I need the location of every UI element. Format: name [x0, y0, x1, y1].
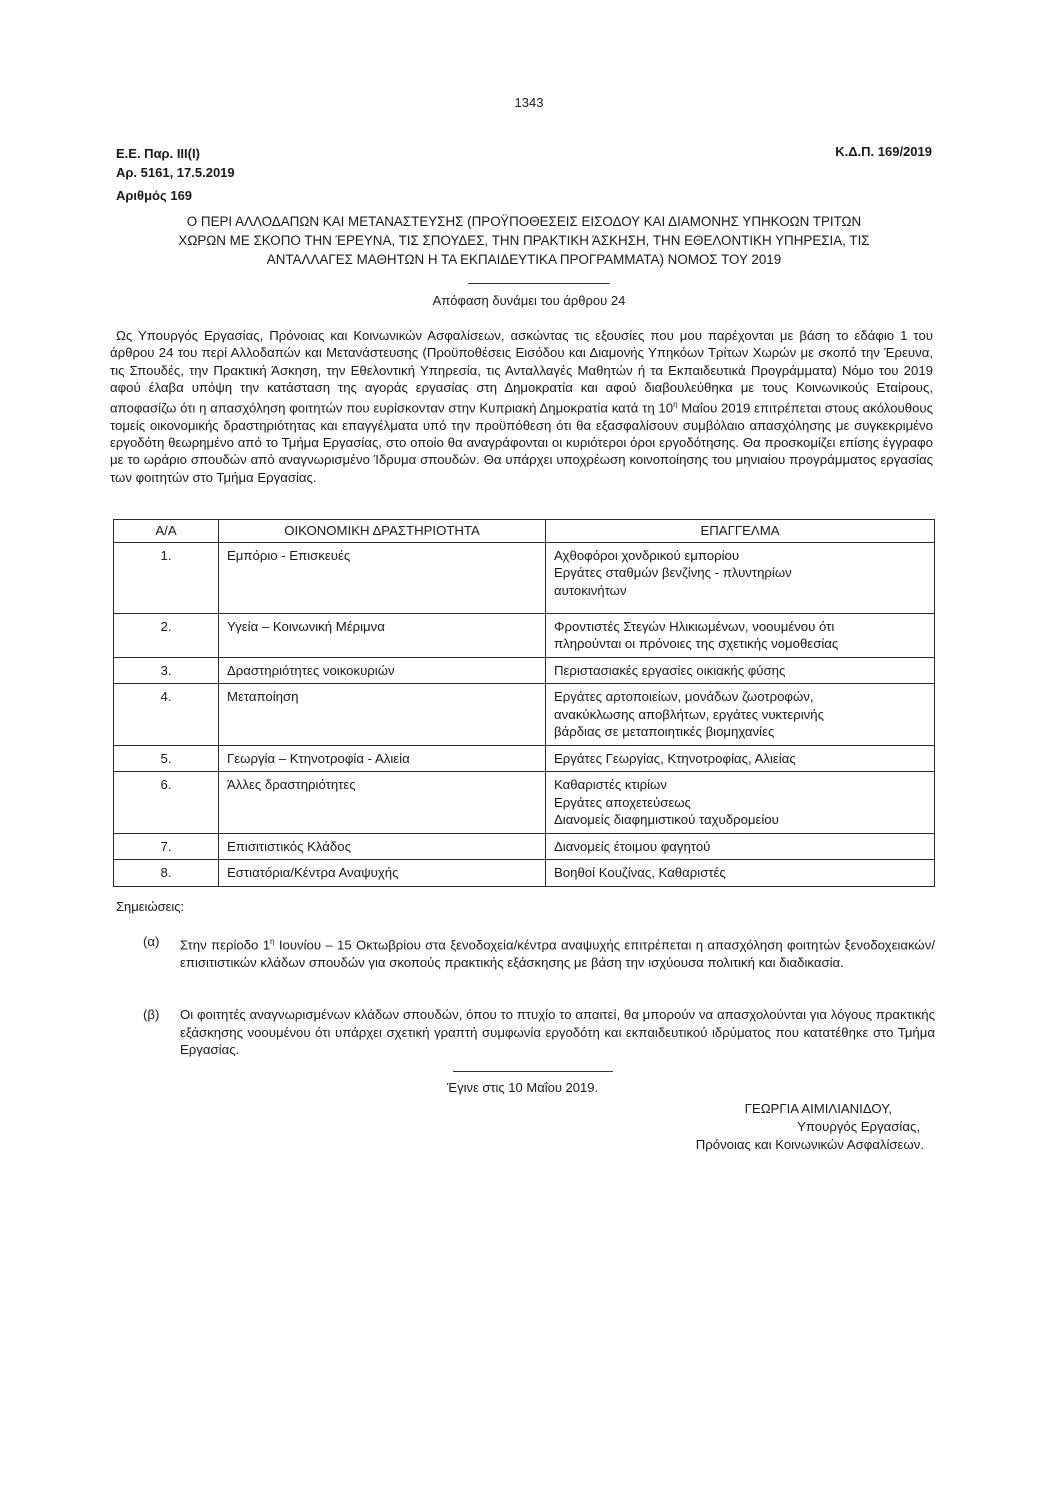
occupation-line: Καθαριστές κτιρίων — [554, 777, 667, 792]
row-occupations — [546, 772, 935, 834]
signature-block — [696, 1100, 924, 1154]
occupation-line: Εργάτες Γεωργίας, Κτηνοτροφίας, Αλιείας — [554, 750, 796, 766]
row-aa: 8. — [114, 860, 219, 887]
note-text-part: Οι φοιτητές αναγνωρισμένων κλάδων σπουδών, όπου το πτυχίο το απαιτεί, θα μπορούν να απασχολούνται για λόγους πρακτικής εξάσκησης νοουμένου ότι υπάρχει σχετική γραπτή συμφωνία εργοδότη και εκπαιδευτικού ιδρύματος που κατατέθηκε στο Τμήμα Εργασίας. — [180, 1007, 935, 1057]
notes-label: Σημειώσεις: — [116, 899, 185, 914]
row-occupations — [546, 542, 935, 613]
note-text-part: Ιουνίου – 15 Οκτωβρίου στα ξενοδοχεία/κέντρα αναψυχής επιτρέπεται η απασχόληση φοιτητών ξενοδοχειακών/επισιτιστικών κλάδων σπουδών για σκοπούς πρακτικής εξάσκησης με βάση την ισχύουσα πολιτική και διαδικασία. — [180, 937, 935, 970]
row-aa: 4. — [114, 684, 219, 746]
occupation-line: Διανομείς διαφημιστικού ταχυδρομείου — [554, 812, 779, 827]
title-line: ΧΩΡΩΝ ΜΕ ΣΚΟΠΟ ΤΗΝ ΈΡΕΥΝΑ, ΤΙΣ ΣΠΟΥΔΕΣ, ΤΗΝ ΠΡΑΚΤΙΚΗ ΆΣΚΗΣΗ, ΤΗΝ ΕΘΕΛΟΝΤΙΚΗ ΥΠΗΡΕΣΙΑ, ΤΙΣ — [178, 233, 870, 248]
closing-divider — [453, 1071, 613, 1072]
occupation-line: Βοηθοί Κουζίνας, Καθαριστές — [554, 865, 726, 880]
gazette-issue: Αρ. 5161, 17.5.2019 — [116, 165, 235, 180]
table-row — [114, 542, 935, 613]
header-aa: Α/Α — [114, 520, 219, 543]
occupation-line: ανακύκλωσης αποβλήτων, εργάτες νυκτερινής — [554, 706, 824, 722]
row-activity: Δραστηριότητες νοικοκυριών — [219, 657, 546, 684]
row-activity: Μεταποίηση — [219, 684, 546, 746]
row-aa: 2. — [114, 613, 219, 657]
signatory-title: Υπουργός Εργασίας, — [797, 1119, 920, 1134]
gazette-part: Ε.Ε. Παρ. ΙΙΙ(Ι) — [116, 146, 200, 161]
row-activity: Επισιτιστικός Κλάδος — [219, 833, 546, 860]
row-occupations — [546, 833, 935, 860]
row-activity: Άλλες δραστηριότητες — [219, 772, 546, 834]
row-occupations — [546, 657, 935, 684]
row-aa: 7. — [114, 833, 219, 860]
table-row — [114, 613, 935, 657]
occupation-line: Αχθοφόροι χονδρικού εμπορίου — [554, 547, 740, 563]
note-text — [180, 933, 935, 971]
note-letter: (β) — [143, 1007, 160, 1022]
gazette-reference — [116, 144, 235, 182]
occupation-line: Φροντιστές Στεγών Ηλικιωμένων, νοουμένου ότι — [554, 618, 835, 634]
table-row — [114, 860, 935, 887]
table-row — [114, 833, 935, 860]
row-aa: 5. — [114, 745, 219, 772]
note-superscript: η — [270, 937, 275, 946]
note-letter: (α) — [143, 934, 160, 949]
row-occupations — [546, 745, 935, 772]
body-superscript: η — [673, 400, 678, 410]
row-aa: 1. — [114, 542, 219, 613]
occupation-line: Εργάτες σταθμών βενζίνης - πλυντηρίων — [554, 565, 792, 580]
kdp-number: Κ.Δ.Π. 169/2019 — [835, 144, 932, 159]
occupation-line: πληρούνται οι πρόνοιες της σχετικής νομοθεσίας — [554, 636, 839, 651]
header-activity: ΟΙΚΟΝΟΜΙΚΗ ΔΡΑΣΤΗΡΙΟΤΗΤΑ — [219, 520, 546, 543]
table-header-row — [114, 520, 935, 543]
table-row — [114, 772, 935, 834]
title-divider — [468, 283, 610, 284]
row-activity: Γεωργία – Κτηνοτροφία - Αλιεία — [219, 745, 546, 772]
row-activity: Εμπόριο - Επισκευές — [219, 542, 546, 613]
note-text-part: Στην περίοδο 1 — [180, 937, 271, 953]
table-row — [114, 745, 935, 772]
body-text-part: Μαΐου 2019 επιτρέπεται στους ακόλουθους τομείς οικονομικής δραστηριότητας και επαγγέλματα υπό την προϋπόθεση ότι θα εξασφαλίσουν συμβόλαιο απασχόλησης με συγκεκριμένο εργοδότη θεωρημένο από το Τμήμα Εργασίας, στο οποίο θα αναγράφονται οι κυριότεροι όροι εργοδότησης. Θα προσκομίζει επίσης έγγραφο με το ωράριο σπουδών από αναγνωρισμένο Ίδρυμα σπουδών. Θα υπάρχει υποχρέωση κοινοποίησης του μηνιαίου προγράμματος εργασίας των φοιτητών στο Τμήμα Εργασίας. — [110, 400, 933, 485]
note-text — [180, 1006, 935, 1059]
row-occupations — [546, 613, 935, 657]
signatory-title: Πρόνοιας και Κοινωνικών Ασφαλίσεων. — [695, 1137, 924, 1152]
page-number: 1343 — [514, 95, 544, 110]
title-line: Ο ΠΕΡΙ ΑΛΛΟΔΑΠΩΝ ΚΑΙ ΜΕΤΑΝΑΣΤΕΥΣΗΣ (ΠΡΟΫΠΟΘΕΣΕΙΣ ΕΙΣΟΔΟΥ ΚΑΙ ΔΙΑΜΟΝΗΣ ΥΠΗΚΟΩΝ ΤΡΙΤΩΝ — [186, 214, 862, 229]
decision-body — [110, 327, 933, 486]
occupation-line: Εργάτες αρτοποιείων, μονάδων ζωοτροφών, — [554, 689, 814, 704]
body-text-part: Ως Υπουργός Εργασίας, Πρόνοιας και Κοινωνικών Ασφαλίσεων, ασκώντας τις εξουσίες που μου παρέχονται με βάση το εδάφιο 1 του άρθρου 24 του περί Αλλοδαπών και Μετανάστευσης (Προϋποθέσεις Εισόδου και Διαμονής Υπηκόων Τρίτων Χωρών με σκοπό την Έρευνα, τις Σπουδές, την Πρακτική Άσκηση, την Εθελοντική Υπηρεσία, τις Ανταλλαγές Μαθητών ή τα Εκπαιδευτικά Προγράμματα) Νόμο του 2019 αφού έλαβα υπόψη την κατάσταση της αγοράς εργασίας στη Δημοκρατία και αφού διαβουλεύθηκα με τους Κοινωνικούς Εταίρους, αποφασίζω ότι η απασχόληση φοιτητών που ευρίσκονταν στην Κυπριακή Δημοκρατία κατά τη 10 — [110, 328, 933, 416]
occupation-line: Διανομείς έτοιμου φαγητού — [554, 838, 711, 854]
row-aa: 6. — [114, 772, 219, 834]
row-activity: Υγεία – Κοινωνική Μέριμνα — [219, 613, 546, 657]
occupation-line: Περιστασιακές εργασίες οικιακής φύσης — [554, 662, 786, 678]
row-activity: Εστιατόρια/Κέντρα Αναψυχής — [219, 860, 546, 887]
law-title — [110, 212, 938, 269]
note-item — [143, 933, 935, 971]
occupation-line: Εργάτες αποχετεύσεως — [554, 794, 691, 810]
header-occupation: ΕΠΑΓΓΕΛΜΑ — [546, 520, 935, 543]
occupation-line: αυτοκινήτων — [554, 582, 627, 598]
date-done: Έγινε στις 10 Μαΐου 2019. — [446, 1080, 599, 1095]
row-occupations — [546, 860, 935, 887]
decree-number: Αριθμός 169 — [116, 188, 193, 203]
table-row — [114, 684, 935, 746]
note-item — [143, 1006, 935, 1059]
title-line: ΑΝΤΑΛΛΑΓΕΣ ΜΑΘΗΤΩΝ Η ΤΑ ΕΚΠΑΙΔΕΥΤΙΚΑ ΠΡΟΓΡΑΜΜΑΤΑ) ΝΟΜΟΣ ΤΟΥ 2019 — [266, 252, 782, 267]
occupation-line: βάρδιας σε μεταποιητικές βιομηχανίες — [554, 724, 775, 739]
decision-heading: Απόφαση δυνάμει του άρθρου 24 — [432, 293, 626, 308]
occupations-table — [113, 519, 935, 887]
row-occupations — [546, 684, 935, 746]
table-row — [114, 657, 935, 684]
row-aa: 3. — [114, 657, 219, 684]
signatory-name: ΓΕΩΡΓΙΑ ΑΙΜΙΛΙΑΝΙΔΟΥ, — [744, 1101, 892, 1116]
